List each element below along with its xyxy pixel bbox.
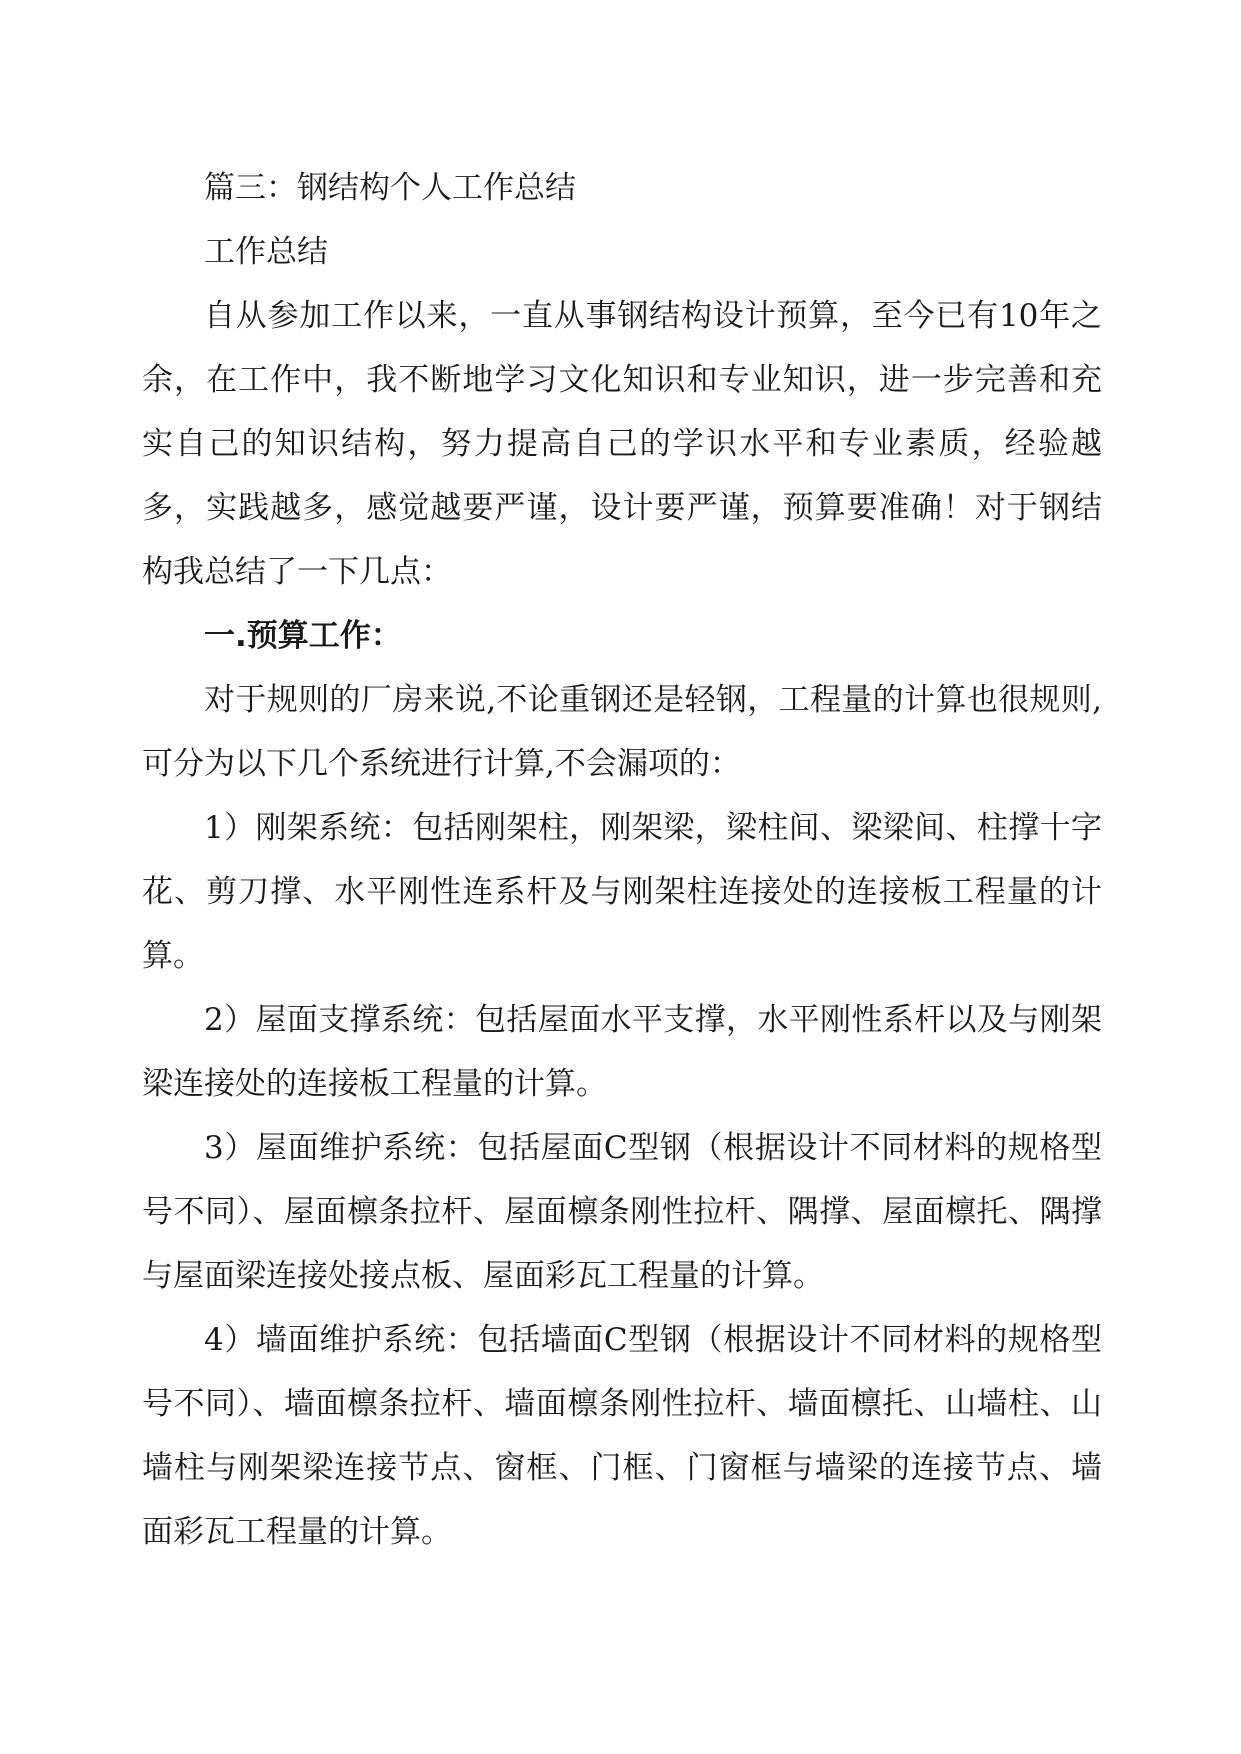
list-item-roof-envelope-system: 3）屋面维护系统：包括屋面C型钢（根据设计不同材料的规格型号不同）、屋面檩条拉杆、屋面檩条刚性拉杆、隅撑、屋面檩托、隅撑与屋面梁连接处接点板、屋面彩瓦工程量的计算。: [142, 1130, 1102, 1294]
list-item-frame-system: 1）刚架系统：包括刚架柱，刚架梁，梁柱间、梁梁间、柱撑十字花、剪刀撑、水平刚性连系杆及与刚架柱连接处的连接板工程量的计算。: [142, 810, 1102, 974]
section-intro-paragraph: 对于规则的厂房来说,不论重钢还是轻钢，工程量的计算也很规则,可分为以下几个系统进行计算,不会漏项的：: [142, 682, 1102, 782]
list-item-roof-support-system: 2）屋面支撑系统：包括屋面水平支撑，水平刚性系杆以及与刚架梁连接处的连接板工程量的计算。: [142, 1002, 1102, 1102]
document-subtitle-line: 工作总结: [204, 234, 328, 270]
document-title-line: 篇三：钢结构个人工作总结: [204, 170, 576, 206]
document-body: [142, 156, 1102, 1564]
intro-paragraph: 自从参加工作以来，一直从事钢结构设计预算，至今已有10年之余，在工作中，我不断地学习文化知识和专业知识，进一步完善和充实自己的知识结构，努力提高自己的学识水平和专业素质，经验越多，实践越多，感觉越要严谨，设计要严谨，预算要准确！对于钢结构我总结了一下几点：: [142, 298, 1102, 590]
list-item-wall-envelope-system: 4）墙面维护系统：包括墙面C型钢（根据设计不同材料的规格型号不同）、墙面檩条拉杆、墙面檩条刚性拉杆、墙面檩托、山墙柱、山墙柱与刚架梁连接节点、窗框、门框、门窗框与墙梁的连接节点、墙面彩瓦工程量的计算。: [142, 1322, 1102, 1550]
section-heading: 一.预算工作：: [204, 618, 402, 654]
